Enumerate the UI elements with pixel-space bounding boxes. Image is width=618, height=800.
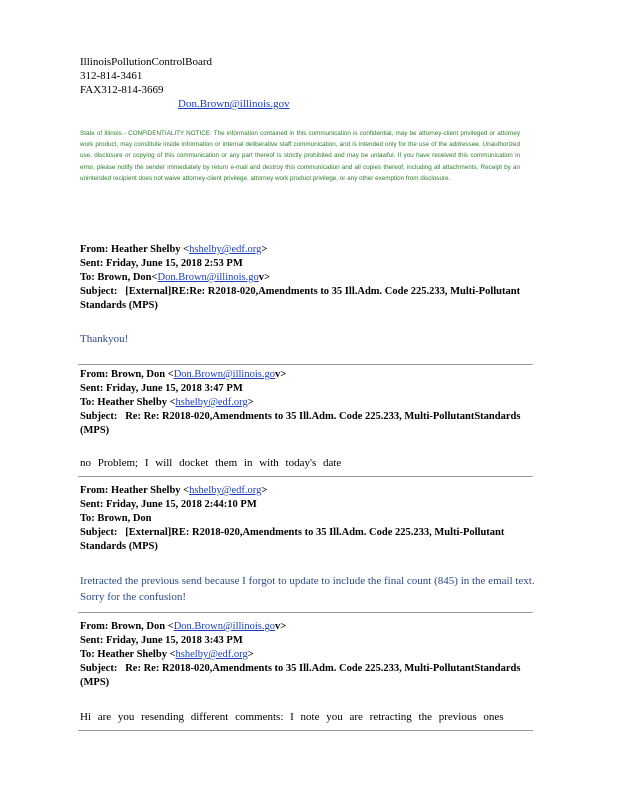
- email-2-subject-line: Subject: Re: Re: R2018-020,Amendments to 35 Ill.Adm. Code 225.233, Multi-PollutantStandards (MPS): [80, 411, 521, 436]
- email-3-subject: [External]RE: R2018-020,Amendments to 35 Ill.Adm. Code 225.233, Multi-Pollutant Standards (MPS): [80, 527, 505, 552]
- email-2-to-name: Heather Shelby <: [97, 397, 176, 408]
- email-1-header: [80, 243, 535, 313]
- email-4-subject: Re: Re: R2018-020,Amendments to 35 Ill.Adm. Code 225.233, Multi-PollutantStandards (MPS): [80, 663, 521, 688]
- email-2-from-line: From: Brown, Don <Don.Brown@illinois.gov>: [80, 369, 287, 380]
- separator-3: [78, 612, 533, 613]
- email-1-body: Thankyou!: [80, 333, 129, 345]
- email-1-subject-line: Subject: [External]RE:Re: R2018-020,Amendments to 35 Ill.Adm. Code 225.233, Multi-Pollutant Standards (MPS): [80, 286, 521, 311]
- signature-phone: 312-814-3461: [80, 70, 143, 82]
- email-4-to-line: To: Heather Shelby <hshelby@edf.org>: [80, 649, 254, 660]
- email-3-header: [80, 484, 535, 554]
- email-2-from-email-link[interactable]: Don.Brown@illinois.go: [173, 369, 275, 380]
- email-4-header: [80, 620, 535, 690]
- email-2-sent: Friday, June 15, 2018 3:47 PM: [105, 383, 243, 394]
- email-2-to-line: To: Heather Shelby <hshelby@edf.org>: [80, 397, 254, 408]
- email-3-sent: Friday, June 15, 2018 2:44:10 PM: [105, 499, 257, 510]
- separator-4: [78, 730, 533, 731]
- signature-org: IllinoisPollutionControlBoard: [80, 56, 213, 68]
- email-4-from-name: Brown, Don <: [111, 621, 174, 632]
- email-1-from-email-link[interactable]: hshelby@edf.org: [189, 244, 262, 255]
- email-2-sent-line: Sent: Friday, June 15, 2018 3:47 PM: [80, 383, 243, 394]
- email-3-to-name: Brown, Don: [97, 513, 152, 524]
- signature-fax: FAX312-814-3669: [80, 84, 164, 96]
- email-2-header: [80, 368, 535, 438]
- email-4-sent: Friday, June 15, 2018 3:43 PM: [105, 635, 243, 646]
- email-3-from-name: Heather Shelby <: [111, 485, 190, 496]
- email-1-to-name: Brown, Don<: [97, 272, 158, 283]
- email-4-subject-line: Subject: Re: Re: R2018-020,Amendments to 35 Ill.Adm. Code 225.233, Multi-PollutantStandards (MPS): [80, 663, 521, 688]
- email-4-from-email-link[interactable]: Don.Brown@illinois.go: [173, 621, 275, 632]
- email-2-from-name: Brown, Don <: [111, 369, 174, 380]
- email-3-sent-line: Sent: Friday, June 15, 2018 2:44:10 PM: [80, 499, 257, 510]
- email-2-subject: Re: Re: R2018-020,Amendments to 35 Ill.Adm. Code 225.233, Multi-PollutantStandards (MPS): [80, 411, 521, 436]
- email-3-from-line: From: Heather Shelby <hshelby@edf.org>: [80, 485, 268, 496]
- email-3-body: Iretracted the previous send because I forgot to update to include the final count (845) in the email text. Sorry for the confusion!: [80, 575, 535, 603]
- separator-2: [78, 476, 533, 477]
- email-4-body: Hi are you resending different comments: I note you are retracting the previous ones: [80, 711, 504, 723]
- email-4-to-email-link[interactable]: hshelby@edf.org: [175, 649, 248, 660]
- email-4-from-line: From: Brown, Don <Don.Brown@illinois.gov>: [80, 621, 287, 632]
- email-4-sent-line: Sent: Friday, June 15, 2018 3:43 PM: [80, 635, 243, 646]
- confidentiality-notice: State of Illinois - CONFIDENTIALITY NOTICE: The information contained in this communication is confidential, may be attorney-client privileged or attorney work product, may constitute inside information or internal deliberative staff communication, and is intended only for the use of the addressee. Unauthorized use, disclosure or copying of this communication or any part thereof is strictly prohibited and may be unlawful. If you have received this communication in error, please notify the sender immediately by return e-mail and destroy this communication and all copies thereof, including all attachments. Receipt by an unintended recipient does not waive attorney-client privilege, attorney work product privilege, or any other exemption from disclosure.: [80, 130, 520, 182]
- email-1-sent: Friday, June 15, 2018 2:53 PM: [105, 258, 243, 269]
- email-3-from-email-link[interactable]: hshelby@edf.org: [189, 485, 262, 496]
- separator-1: [78, 364, 533, 365]
- email-1-subject: [External]RE:Re: R2018-020,Amendments to 35 Ill.Adm. Code 225.233, Multi-Pollutant Standards (MPS): [80, 286, 521, 311]
- signature-email-link[interactable]: Don.Brown@illinois.gov: [178, 98, 290, 110]
- email-2-to-email-link[interactable]: hshelby@edf.org: [175, 397, 248, 408]
- email-3-to-line: To: Brown, Don: [80, 513, 152, 524]
- email-2-body: no Problem; I will docket them in with today's date: [80, 457, 342, 469]
- email-4-to-name: Heather Shelby <: [97, 649, 176, 660]
- email-1-to-line: To: Brown, Don<Don.Brown@illinois.gov>: [80, 272, 270, 283]
- email-1-from-line: From: Heather Shelby <hshelby@edf.org>: [80, 244, 268, 255]
- email-3-subject-line: Subject: [External]RE: R2018-020,Amendments to 35 Ill.Adm. Code 225.233, Multi-Pollutant Standards (MPS): [80, 527, 505, 552]
- email-1-to-email-link[interactable]: Don.Brown@illinois.go: [157, 272, 259, 283]
- email-1-from-name: Heather Shelby <: [111, 244, 190, 255]
- email-1-sent-line: Sent: Friday, June 15, 2018 2:53 PM: [80, 258, 243, 269]
